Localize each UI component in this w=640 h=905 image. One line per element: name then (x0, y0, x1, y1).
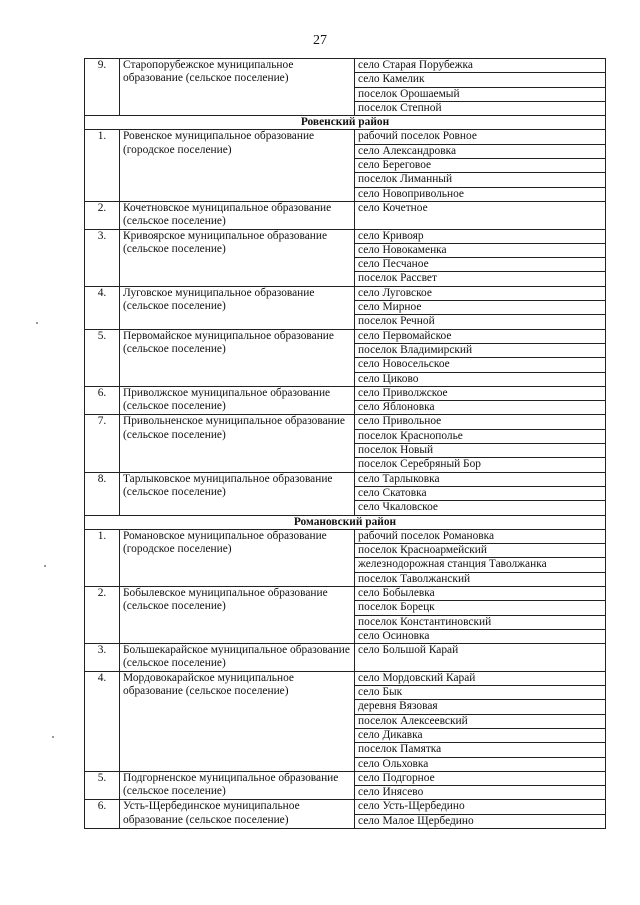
locality: поселок Алексеевский (355, 714, 606, 728)
locality: село Береговое (355, 159, 606, 173)
locality: село Новосельское (355, 358, 606, 372)
row-number: 6. (85, 386, 120, 415)
locality: село Малое Щербедино (355, 814, 606, 828)
locality: рабочий поселок Ровное (355, 130, 606, 144)
locality: поселок Рассвет (355, 272, 606, 286)
locality: село Скатовка (355, 486, 606, 500)
row-number: 2. (85, 201, 120, 229)
locality: поселок Константиновский (355, 615, 606, 629)
municipality-name: Мордовокарайское муниципальное образование (сельское поселение) (120, 671, 355, 771)
table-row (85, 472, 606, 486)
table-row (85, 586, 606, 600)
locality: село Осиновка (355, 629, 606, 643)
locality: село Луговское (355, 286, 606, 300)
locality: поселок Речной (355, 315, 606, 329)
municipality-name: Ровенское муниципальное образование (городское поселение) (120, 130, 355, 201)
locality: поселок Владимирский (355, 343, 606, 357)
locality: село Инясево (355, 786, 606, 800)
locality: село Большой Карай (355, 644, 606, 672)
table-row (85, 59, 606, 73)
locality: село Новопривольное (355, 187, 606, 201)
locality: село Александровка (355, 144, 606, 158)
page-number: 27 (313, 33, 327, 48)
locality: село Яблоновка (355, 401, 606, 415)
locality: село Новокаменка (355, 243, 606, 257)
municipality-name: Подгорненское муниципальное образование (сельское поселение) (120, 771, 355, 800)
locality: село Бык (355, 686, 606, 700)
district-title: Ровенский район (85, 116, 606, 130)
locality: поселок Новый (355, 444, 606, 458)
municipality-name: Приволжское муниципальное образование (сельское поселение) (120, 386, 355, 415)
locality: село Ольховка (355, 757, 606, 771)
row-number: 1. (85, 130, 120, 201)
row-number: 7. (85, 415, 120, 472)
locality: село Циково (355, 372, 606, 386)
locality: село Приволжское (355, 386, 606, 400)
locality: село Дикавка (355, 728, 606, 742)
locality: село Чкаловское (355, 501, 606, 515)
scan-speck (44, 565, 46, 567)
row-number: 2. (85, 586, 120, 643)
locality: поселок Памятка (355, 743, 606, 757)
table-row (85, 386, 606, 400)
scan-speck (52, 736, 54, 738)
locality: село Кочетное (355, 201, 606, 229)
row-number: 5. (85, 771, 120, 800)
locality: село Тарлыковка (355, 472, 606, 486)
municipality-name: Привольненское муниципальное образование (сельское поселение) (120, 415, 355, 472)
row-number: 4. (85, 671, 120, 771)
row-number: 3. (85, 644, 120, 672)
locality: село Мордовский Карай (355, 671, 606, 685)
locality: поселок Степной (355, 101, 606, 115)
table-row (85, 644, 606, 672)
locality: железнодорожная станция Таволжанка (355, 558, 606, 572)
table-row (85, 201, 606, 229)
row-number: 6. (85, 800, 120, 829)
locality: село Подгорное (355, 771, 606, 785)
district-title: Романовский район (85, 515, 606, 529)
municipality-name: Кочетновское муниципальное образование (сельское поселение) (120, 201, 355, 229)
locality: поселок Лиманный (355, 173, 606, 187)
municipality-name: Старопорубежское муниципальное образование (сельское поселение) (120, 59, 355, 116)
row-number: 1. (85, 529, 120, 586)
row-number: 4. (85, 286, 120, 329)
locality: село Первомайское (355, 329, 606, 343)
locality: село Усть-Щербедино (355, 800, 606, 814)
locality: село Бобылевка (355, 586, 606, 600)
locality: деревня Вязовая (355, 700, 606, 714)
municipality-name: Тарлыковское муниципальное образование (сельское поселение) (120, 472, 355, 515)
table-row (85, 529, 606, 543)
table-row (85, 771, 606, 785)
row-number: 8. (85, 472, 120, 515)
table-row (85, 229, 606, 243)
settlements-table (84, 58, 606, 829)
table-row (85, 671, 606, 685)
municipality-name: Усть-Щербединское муниципальное образование (сельское поселение) (120, 800, 355, 829)
table-row (85, 415, 606, 429)
row-number: 5. (85, 329, 120, 386)
row-number: 3. (85, 229, 120, 286)
municipality-name: Кривоярское муниципальное образование (сельское поселение) (120, 229, 355, 286)
municipality-name: Большекарайское муниципальное образование (сельское поселение) (120, 644, 355, 672)
scan-speck (36, 322, 38, 324)
settlements-table-body (85, 59, 606, 829)
district-header-row (85, 116, 606, 130)
locality: село Мирное (355, 301, 606, 315)
locality: поселок Краснополье (355, 429, 606, 443)
table-row (85, 329, 606, 343)
locality: село Привольное (355, 415, 606, 429)
locality: село Кривояр (355, 229, 606, 243)
locality: поселок Таволжанский (355, 572, 606, 586)
locality: село Камелик (355, 73, 606, 87)
locality: поселок Серебряный Бор (355, 458, 606, 472)
locality: поселок Борецк (355, 601, 606, 615)
municipality-name: Луговское муниципальное образование (сельское поселение) (120, 286, 355, 329)
locality: поселок Орошаемый (355, 87, 606, 101)
table-row (85, 286, 606, 300)
municipality-name: Первомайское муниципальное образование (сельское поселение) (120, 329, 355, 386)
district-header-row (85, 515, 606, 529)
table-row (85, 800, 606, 814)
table-row (85, 130, 606, 144)
locality: село Старая Порубежка (355, 59, 606, 73)
municipality-name: Бобылевское муниципальное образование (сельское поселение) (120, 586, 355, 643)
row-number: 9. (85, 59, 120, 116)
locality: рабочий поселок Романовка (355, 529, 606, 543)
locality: поселок Красноармейский (355, 544, 606, 558)
municipality-name: Романовское муниципальное образование (городское поселение) (120, 529, 355, 586)
locality: село Песчаное (355, 258, 606, 272)
